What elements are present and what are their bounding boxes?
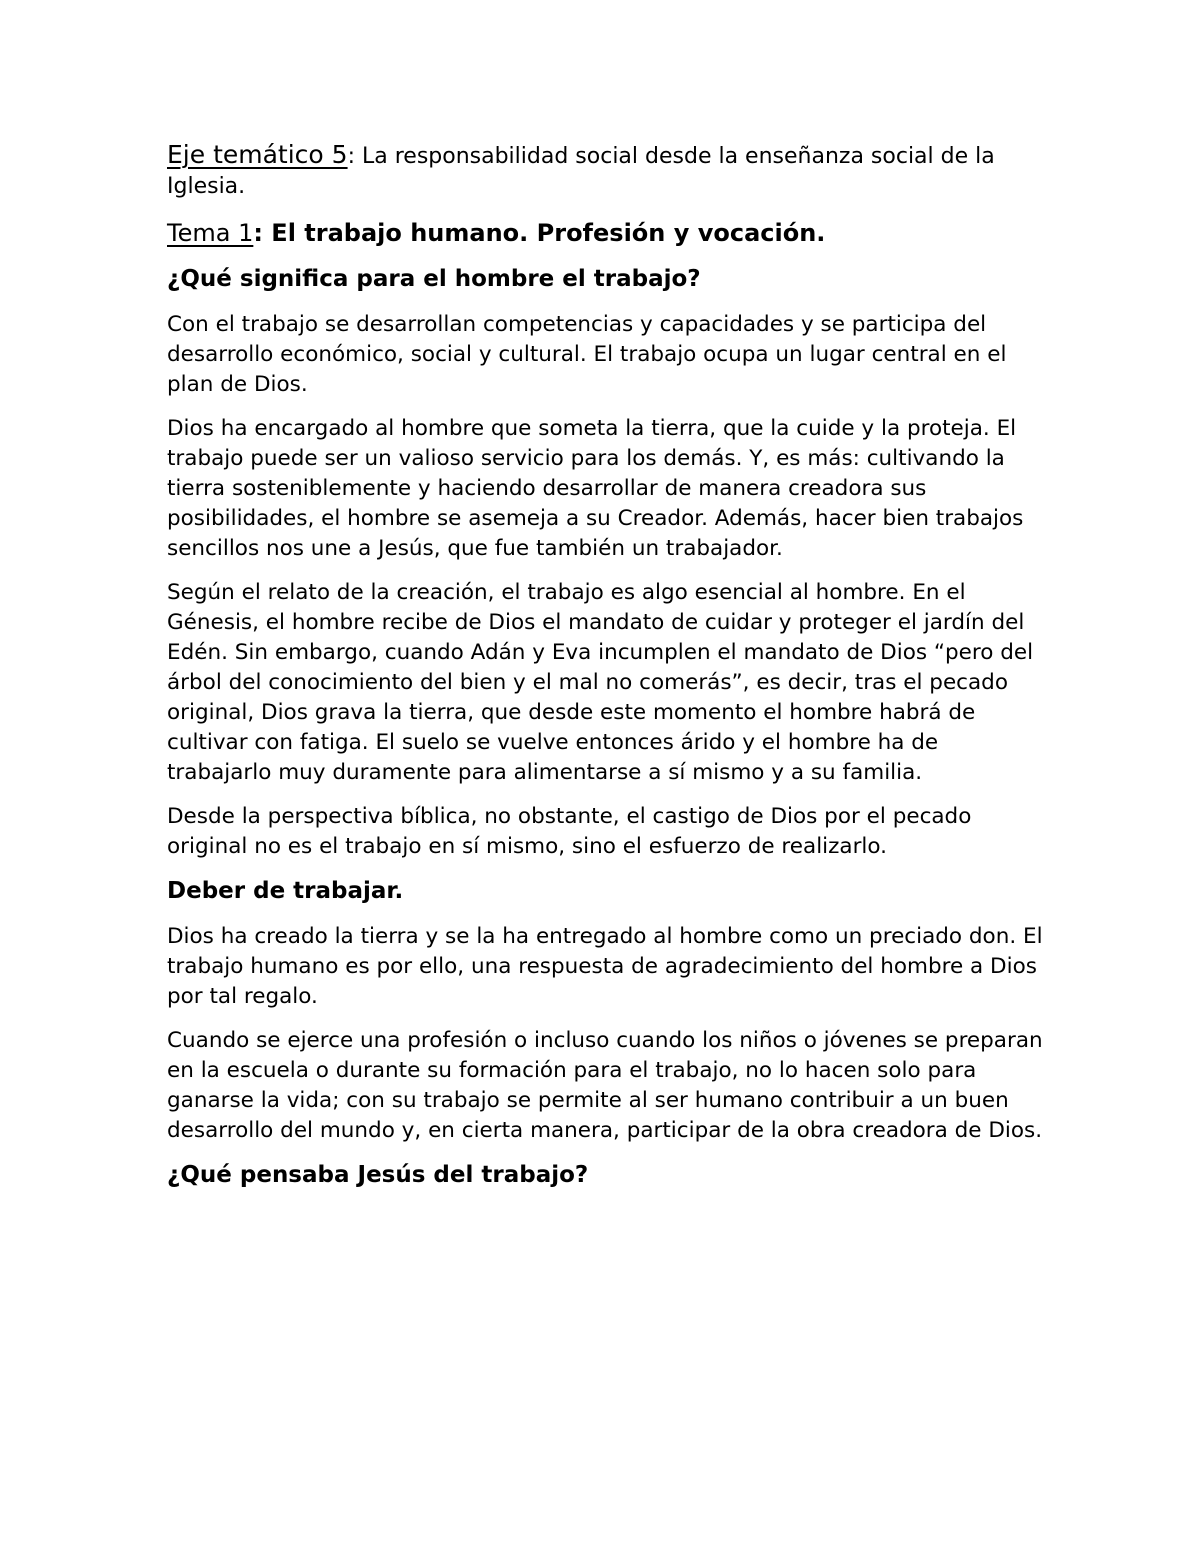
paragraph: Según el relato de la creación, el trabajo es algo esencial al hombre. En el Génesis, el hombre recibe de Dios el mandato de cuidar y proteger el jardín del Edén. Sin embargo, cuando Adán y Eva incumplen el mandato de Dios “pero del árbol del conocimiento del bien y el mal no comerás”, es decir, tras el pecado original, Dios grava la tierra, que desde este momento el hombre habrá de cultivar con fatiga. El suelo se vuelve entonces árido y el hombre ha de trabajarlo muy duramente para alimentarse a sí mismo y a su familia. bbox=[167, 580, 1034, 785]
topic-heading bbox=[167, 218, 1047, 248]
section-heading-jesus: ¿Qué pensaba Jesús del trabajo? bbox=[167, 1162, 589, 1188]
document-page bbox=[167, 140, 1047, 1206]
section-heading-meaning: ¿Qué significa para el hombre el trabajo? bbox=[167, 266, 701, 292]
theme-axis-line bbox=[167, 140, 1047, 202]
topic-label: Tema 1 bbox=[167, 219, 254, 247]
theme-axis-colon: : bbox=[347, 144, 355, 169]
paragraph: Dios ha encargado al hombre que someta la tierra, que la cuide y la proteja. El trabajo puede ser un valioso servicio para los demás. Y, es más: cultivando la tierra sosteniblemente y haciendo desarrollar de manera creadora sus posibilidades, el hombre se asemeja a su Creador. Además, hacer bien trabajos sencillos nos une a Jesús, que fue también un trabajador. bbox=[167, 416, 1024, 561]
theme-axis-title: La responsabilidad social desde la enseñanza social de la Iglesia. bbox=[167, 144, 995, 199]
paragraph: Con el trabajo se desarrollan competencias y capacidades y se participa del desarrollo económico, social y cultural. El trabajo ocupa un lugar central en el plan de Dios. bbox=[167, 312, 1007, 397]
paragraph: Cuando se ejerce una profesión o incluso cuando los niños o jóvenes se preparan en la escuela o durante su formación para el trabajo, no lo hacen solo para ganarse la vida; con su trabajo se permite al ser humano contribuir a un buen desarrollo del mundo y, en cierta manera, participar de la obra creadora de Dios. bbox=[167, 1028, 1043, 1143]
paragraph: Dios ha creado la tierra y se la ha entregado al hombre como un preciado don. El trabajo humano es por ello, una respuesta de agradecimiento del hombre a Dios por tal regalo. bbox=[167, 924, 1043, 1009]
section-heading-duty: Deber de trabajar. bbox=[167, 878, 404, 904]
topic-title: : El trabajo humano. Profesión y vocación. bbox=[253, 219, 826, 247]
paragraph: Desde la perspectiva bíblica, no obstante, el castigo de Dios por el pecado original no es el trabajo en sí mismo, sino el esfuerzo de realizarlo. bbox=[167, 804, 972, 859]
theme-axis-label: Eje temático 5 bbox=[167, 140, 348, 169]
